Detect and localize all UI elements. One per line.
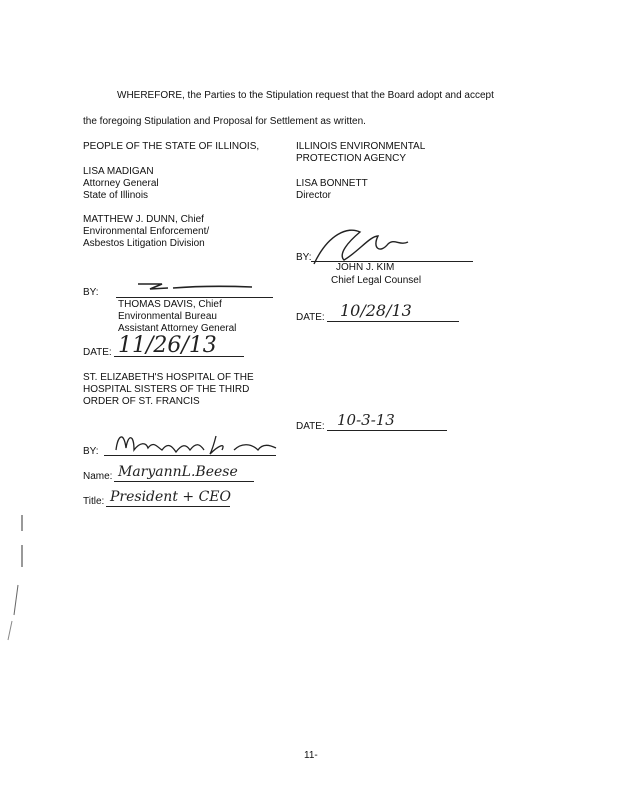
left-signature — [128, 276, 258, 296]
right-by-label: BY: — [296, 252, 312, 263]
left-signer-name: THOMAS DAVIS, Chief — [118, 299, 222, 310]
director-title: Director — [296, 190, 332, 201]
hospital-heading-2: HOSPITAL SISTERS OF THE THIRD — [83, 384, 250, 395]
hospital-heading-1: ST. ELIZABETH'S HOSPITAL OF THE — [83, 372, 254, 383]
ag-name: LISA MADIGAN — [83, 166, 154, 177]
right-date-line — [327, 321, 459, 322]
left-date-label: DATE: — [83, 347, 112, 358]
hospital-signature — [112, 428, 280, 462]
chief-line-1: MATTHEW J. DUNN, Chief — [83, 214, 204, 225]
right-party-heading-1: ILLINOIS ENVIRONMENTAL — [296, 141, 426, 152]
hospital-name-label: Name: — [83, 471, 113, 482]
hospital-date-value: 10-3-13 — [337, 411, 395, 429]
right-signer-title: Chief Legal Counsel — [331, 275, 422, 286]
left-date-value: 11/26/13 — [118, 333, 217, 358]
hospital-name-value: MaryannL.Beese — [118, 464, 238, 480]
hospital-date-line — [327, 430, 447, 431]
hospital-heading-3: ORDER OF ST. FRANCIS — [83, 396, 200, 407]
hospital-title-line — [106, 506, 230, 507]
chief-line-3: Asbestos Litigation Division — [83, 238, 205, 249]
left-by-label: BY: — [83, 287, 99, 298]
ag-title: Attorney General — [83, 178, 159, 189]
left-party-heading: PEOPLE OF THE STATE OF ILLINOIS, — [83, 141, 260, 152]
left-signer-title: Assistant Attorney General — [118, 323, 237, 334]
chief-line-2: Environmental Enforcement/ — [83, 226, 210, 237]
hospital-title-label: Title: — [83, 496, 105, 507]
hospital-by-label: BY: — [83, 446, 99, 457]
intro-line-1: WHEREFORE, the Parties to the Stipulation request that the Board adopt and accept — [117, 90, 494, 101]
right-date-label: DATE: — [296, 312, 325, 323]
page-number: 11- — [304, 750, 318, 761]
hospital-date-label: DATE: — [296, 421, 325, 432]
ag-state: State of Illinois — [83, 190, 149, 201]
intro-line-2: the foregoing Stipulation and Proposal for Settlement as written. — [83, 116, 366, 127]
left-signer-bureau: Environmental Bureau — [118, 311, 217, 322]
hospital-title-value: President + CEO — [110, 489, 231, 505]
right-signer-name: JOHN J. KIM — [336, 262, 395, 273]
right-party-heading-2: PROTECTION AGENCY — [296, 153, 407, 164]
right-date-value: 10/28/13 — [340, 301, 412, 320]
director-name: LISA BONNETT — [296, 178, 368, 189]
left-signature-line — [116, 297, 273, 298]
hospital-name-line — [114, 481, 254, 482]
scan-edge-marks — [2, 505, 30, 645]
